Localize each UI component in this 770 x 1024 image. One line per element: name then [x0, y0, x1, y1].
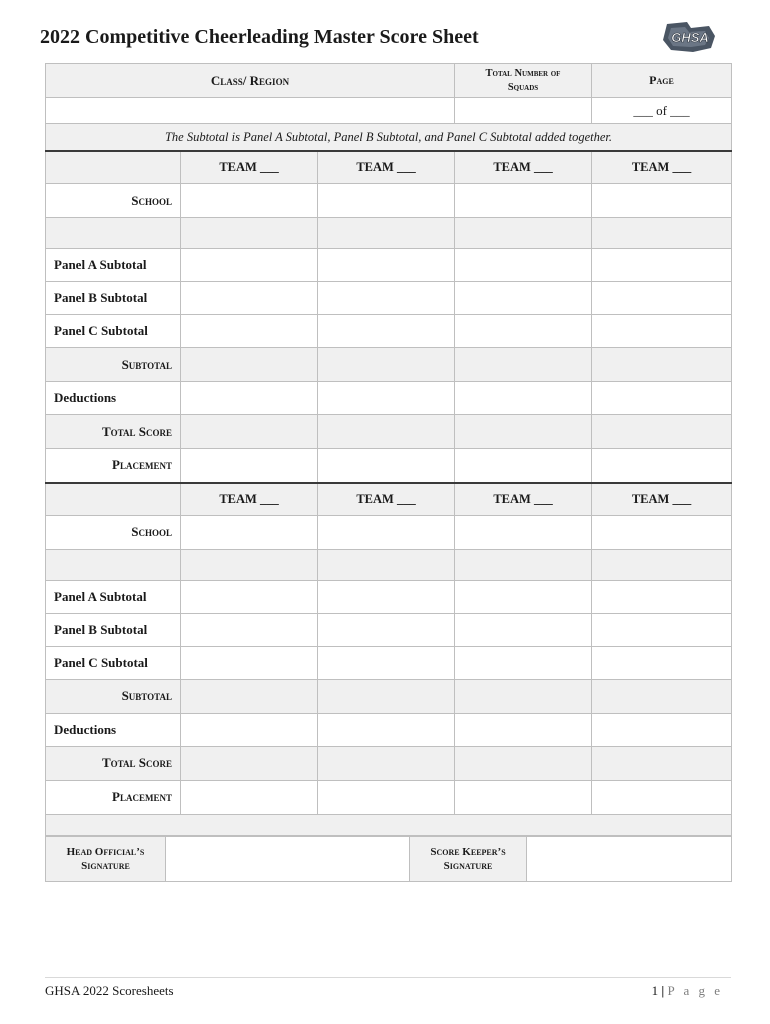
- blank-cell: [46, 218, 181, 249]
- score-field[interactable]: [455, 746, 592, 780]
- team-label: TEAM ___: [181, 483, 318, 516]
- page-of-field[interactable]: ___ of ___: [592, 98, 732, 124]
- score-field[interactable]: [592, 382, 732, 415]
- score-field[interactable]: [181, 679, 318, 713]
- blank-cell: [318, 218, 455, 249]
- blank-cell: [318, 549, 455, 580]
- score-field[interactable]: [181, 580, 318, 613]
- score-field[interactable]: [455, 348, 592, 382]
- score-field[interactable]: [181, 382, 318, 415]
- score-field[interactable]: [455, 713, 592, 746]
- school-field[interactable]: [181, 515, 318, 549]
- panel-c-label: Panel C Subtotal: [46, 646, 181, 679]
- subtotal-label: Subtotal: [46, 348, 181, 382]
- total-score-label: Total Score: [46, 415, 181, 449]
- panel-a-label: Panel A Subtotal: [46, 580, 181, 613]
- score-field[interactable]: [455, 780, 592, 814]
- deductions-label: Deductions: [46, 713, 181, 746]
- team-label: TEAM ___: [181, 151, 318, 184]
- score-field[interactable]: [592, 746, 732, 780]
- score-field[interactable]: [318, 580, 455, 613]
- class-region-field[interactable]: [46, 98, 455, 124]
- score-keeper-label: Score Keeper’s Signature: [410, 836, 527, 881]
- page-label: Page: [592, 64, 732, 98]
- class-region-label: Class/ Region: [46, 64, 455, 98]
- score-field[interactable]: [181, 282, 318, 315]
- blank-cell: [455, 549, 592, 580]
- score-field[interactable]: [455, 249, 592, 282]
- panel-b-label: Panel B Subtotal: [46, 282, 181, 315]
- score-field[interactable]: [181, 348, 318, 382]
- footer-page-number: [652, 983, 723, 999]
- score-field[interactable]: [318, 679, 455, 713]
- score-field[interactable]: [592, 315, 732, 348]
- panel-b-label: Panel B Subtotal: [46, 613, 181, 646]
- school-field[interactable]: [318, 184, 455, 218]
- team-label: TEAM ___: [592, 151, 732, 184]
- blank-cell: [181, 218, 318, 249]
- school-field[interactable]: [592, 515, 732, 549]
- score-field[interactable]: [592, 713, 732, 746]
- score-field[interactable]: [455, 282, 592, 315]
- signature-table: [45, 836, 732, 882]
- team-header-blank: [46, 483, 181, 516]
- score-field[interactable]: [318, 449, 455, 483]
- head-official-signature-field[interactable]: [166, 836, 410, 881]
- score-field[interactable]: [181, 249, 318, 282]
- score-field[interactable]: [318, 382, 455, 415]
- score-field[interactable]: [181, 713, 318, 746]
- score-field[interactable]: [181, 415, 318, 449]
- score-sheet: [45, 63, 731, 882]
- score-field[interactable]: [592, 580, 732, 613]
- score-field[interactable]: [181, 613, 318, 646]
- blank-cell: [455, 218, 592, 249]
- score-field[interactable]: [592, 679, 732, 713]
- score-field[interactable]: [455, 315, 592, 348]
- ghsa-logo: [657, 18, 723, 56]
- score-field[interactable]: [318, 613, 455, 646]
- school-field[interactable]: [455, 184, 592, 218]
- score-field[interactable]: [181, 315, 318, 348]
- score-field[interactable]: [318, 713, 455, 746]
- team-label: TEAM ___: [455, 151, 592, 184]
- score-field[interactable]: [455, 415, 592, 449]
- page-separator: |: [661, 983, 665, 998]
- score-field[interactable]: [592, 415, 732, 449]
- panel-a-label: Panel A Subtotal: [46, 249, 181, 282]
- team-label: TEAM ___: [455, 483, 592, 516]
- page-number: 1: [651, 983, 659, 998]
- score-field[interactable]: [592, 249, 732, 282]
- score-field[interactable]: [318, 415, 455, 449]
- blank-cell: [592, 218, 732, 249]
- score-field[interactable]: [455, 449, 592, 483]
- score-field[interactable]: [318, 780, 455, 814]
- team-header-blank: [46, 151, 181, 184]
- blank-cell: [46, 549, 181, 580]
- page-title: 2022 Competitive Cheerleading Master Score Sheet: [40, 26, 479, 48]
- deductions-label: Deductions: [46, 382, 181, 415]
- school-label: School: [46, 184, 181, 218]
- total-squads-label: Total Number of Squads: [455, 64, 592, 98]
- team-label: TEAM ___: [318, 483, 455, 516]
- subtotal-label: Subtotal: [46, 679, 181, 713]
- school-field[interactable]: [181, 184, 318, 218]
- blank-cell: [592, 549, 732, 580]
- score-field[interactable]: [592, 646, 732, 679]
- placement-label: Placement: [46, 449, 181, 483]
- score-field[interactable]: [455, 679, 592, 713]
- score-field[interactable]: [318, 315, 455, 348]
- blank-cell: [181, 549, 318, 580]
- team-label: TEAM ___: [592, 483, 732, 516]
- panel-c-label: Panel C Subtotal: [46, 315, 181, 348]
- footer-doc-name: GHSA 2022 Scoresheets: [45, 983, 174, 998]
- school-field[interactable]: [455, 515, 592, 549]
- score-field[interactable]: [318, 746, 455, 780]
- score-field[interactable]: [181, 449, 318, 483]
- school-label: School: [46, 515, 181, 549]
- score-field[interactable]: [592, 282, 732, 315]
- school-field[interactable]: [592, 184, 732, 218]
- score-field[interactable]: [455, 382, 592, 415]
- score-field[interactable]: [592, 613, 732, 646]
- head-official-label: Head Official’s Signature: [46, 836, 166, 881]
- score-field[interactable]: [181, 746, 318, 780]
- score-field[interactable]: [181, 646, 318, 679]
- score-field[interactable]: [455, 646, 592, 679]
- subtotal-note: The Subtotal is Panel A Subtotal, Panel B Subtotal, and Panel C Subtotal added together.: [46, 124, 732, 152]
- score-field[interactable]: [455, 580, 592, 613]
- score-field[interactable]: [318, 348, 455, 382]
- score-field[interactable]: [181, 780, 318, 814]
- score-field[interactable]: [318, 282, 455, 315]
- score-field[interactable]: [455, 613, 592, 646]
- score-field[interactable]: [318, 646, 455, 679]
- score-field[interactable]: [592, 449, 732, 483]
- score-table: [45, 63, 732, 836]
- spacer-row: [46, 814, 732, 835]
- page-word: P a g e: [667, 983, 723, 998]
- score-field[interactable]: [318, 249, 455, 282]
- score-field[interactable]: [592, 348, 732, 382]
- page-footer: [45, 977, 731, 998]
- total-score-label: Total Score: [46, 746, 181, 780]
- total-squads-field[interactable]: [455, 98, 592, 124]
- svg-text:GHSA: GHSA: [671, 30, 709, 45]
- score-keeper-signature-field[interactable]: [527, 836, 732, 881]
- school-field[interactable]: [318, 515, 455, 549]
- score-field[interactable]: [592, 780, 732, 814]
- team-label: TEAM ___: [318, 151, 455, 184]
- placement-label: Placement: [46, 780, 181, 814]
